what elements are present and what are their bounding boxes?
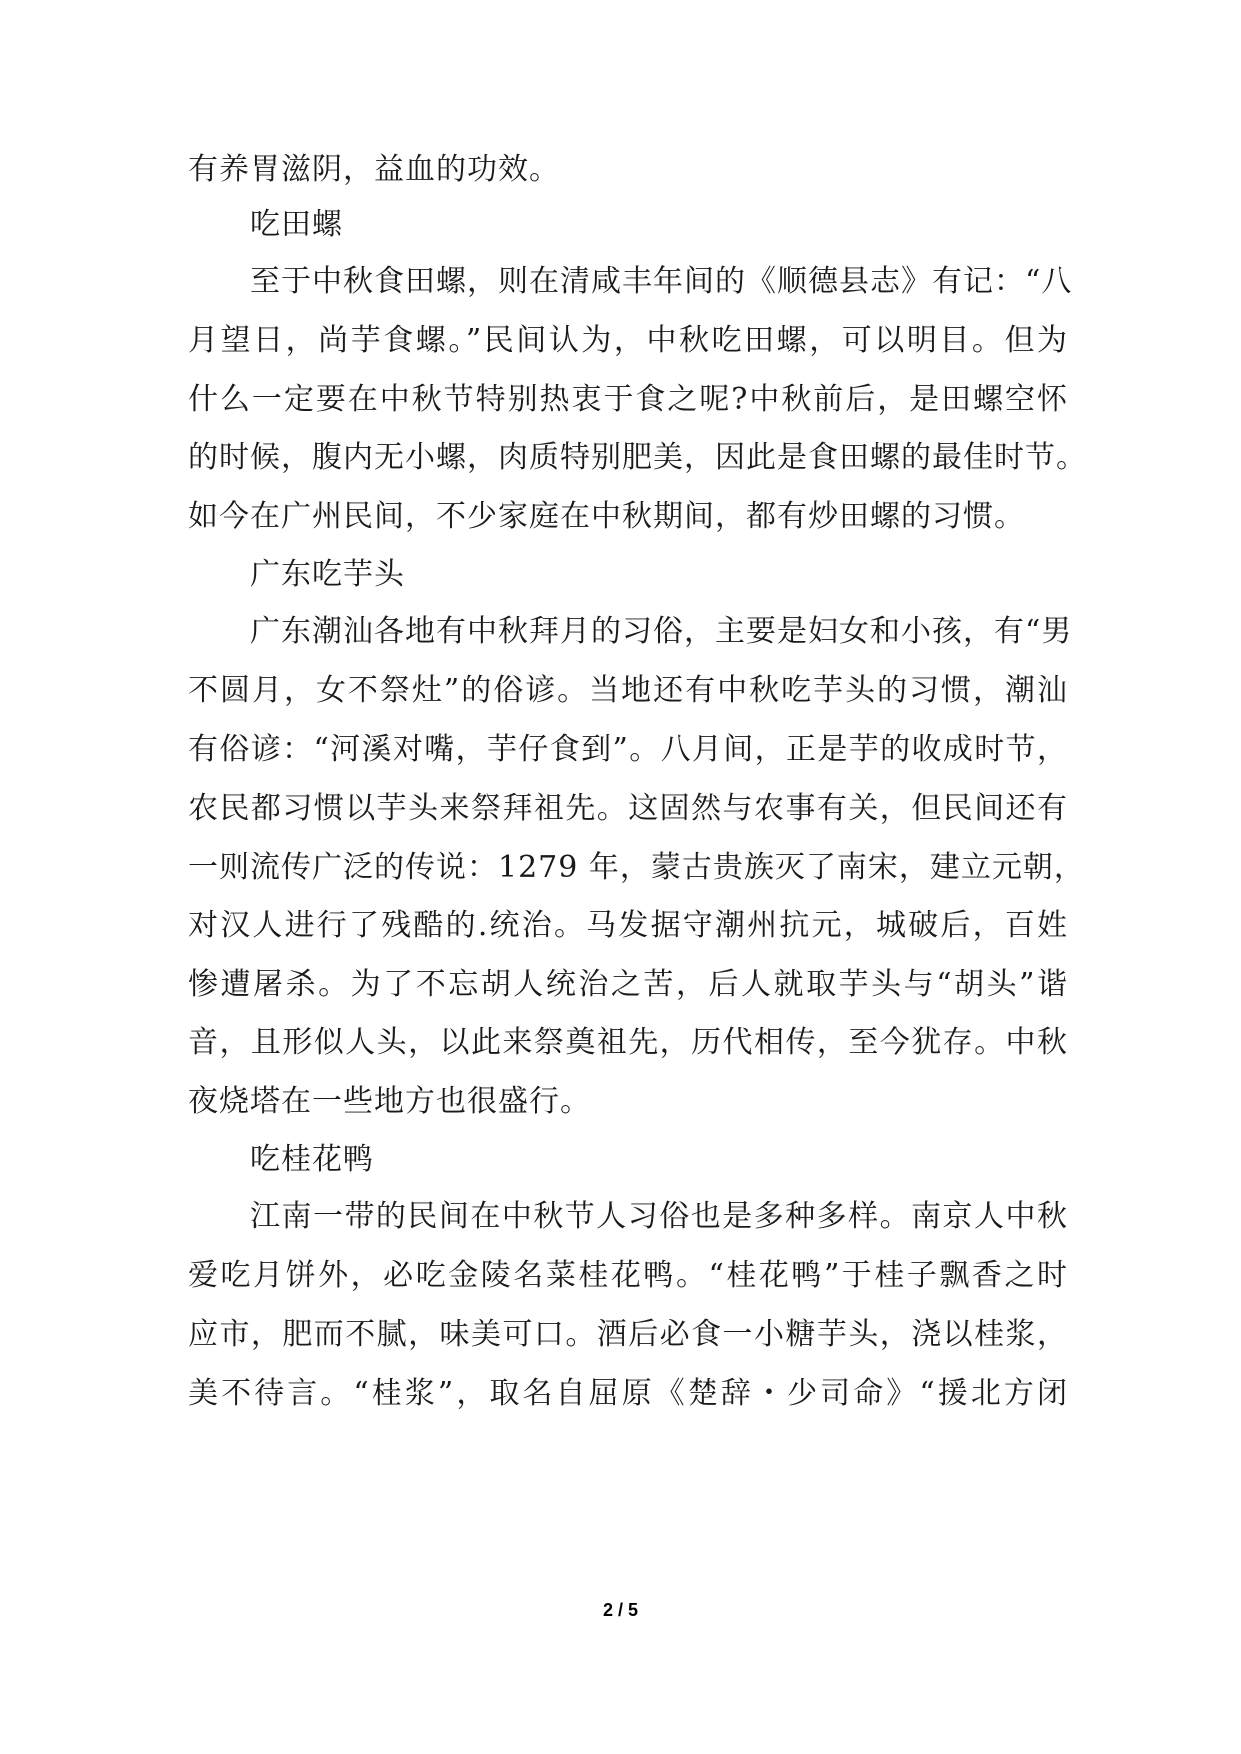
- page-number: 2 / 5: [602, 1600, 639, 1620]
- section-heading-yu-tou: 广东吃芋头: [250, 557, 405, 592]
- paragraph-line: 农民都习惯以芋头来祭拜祖先。这固然与农事有关，但民间还有: [188, 791, 1068, 826]
- paragraph-line: 月望日，尚芋食螺。”民间认为，中秋吃田螺，可以明目。但为: [188, 323, 1068, 358]
- paragraph-line: 美不待言。“桂浆”，取名自屈原《楚辞・少司命》“援北方闭: [188, 1376, 1068, 1411]
- paragraph-line: 至于中秋食田螺，则在清咸丰年间的《顺德县志》有记：“八: [250, 264, 1073, 299]
- body-text-line: 有养胃滋阴，益血的功效。: [188, 152, 560, 187]
- paragraph-line: 如今在广州民间，不少家庭在中秋期间，都有炒田螺的习惯。: [188, 499, 1025, 534]
- paragraph-line: 的时候，腹内无小螺，肉质特别肥美，因此是食田螺的最佳时节。: [188, 440, 1087, 475]
- section-heading-tian-luo: 吃田螺: [250, 207, 343, 242]
- paragraph-line: 对汉人进行了残酷的.统治。马发据守潮州抗元，城破后，百姓: [188, 908, 1068, 943]
- paragraph-line: 广东潮汕各地有中秋拜月的习俗，主要是妇女和小孩，有“男: [250, 614, 1073, 649]
- paragraph-line: 应市，肥而不腻，味美可口。酒后必食一小糖芋头，浇以桂浆，: [188, 1317, 1068, 1352]
- paragraph-line: 夜烧塔在一些地方也很盛行。: [188, 1084, 591, 1119]
- paragraph-line: 什么一定要在中秋节特别热衷于食之呢?中秋前后，是田螺空怀: [188, 382, 1068, 417]
- paragraph-line: 江南一带的民间在中秋节人习俗也是多种多样。南京人中秋: [250, 1199, 1068, 1234]
- paragraph-line: 爱吃月饼外，必吃金陵名菜桂花鸭。“桂花鸭”于桂子飘香之时: [188, 1258, 1068, 1293]
- paragraph-line: 音，且形似人头，以此来祭奠祖先，历代相传，至今犹存。中秋: [188, 1025, 1068, 1060]
- paragraph-line: 惨遭屠杀。为了不忘胡人统治之苦，后人就取芋头与“胡头”谐: [188, 967, 1068, 1002]
- paragraph-line: 一则流传广泛的传说：1279 年，蒙古贵族灭了南宋，建立元朝，: [188, 850, 1085, 885]
- section-heading-gui-hua-ya: 吃桂花鸭: [250, 1142, 374, 1177]
- paragraph-line: 有俗谚：“河溪对嘴，芋仔食到”。八月间，正是芋的收成时节，: [188, 732, 1068, 767]
- paragraph-line: 不圆月，女不祭灶”的俗谚。当地还有中秋吃芋头的习惯，潮汕: [188, 673, 1068, 708]
